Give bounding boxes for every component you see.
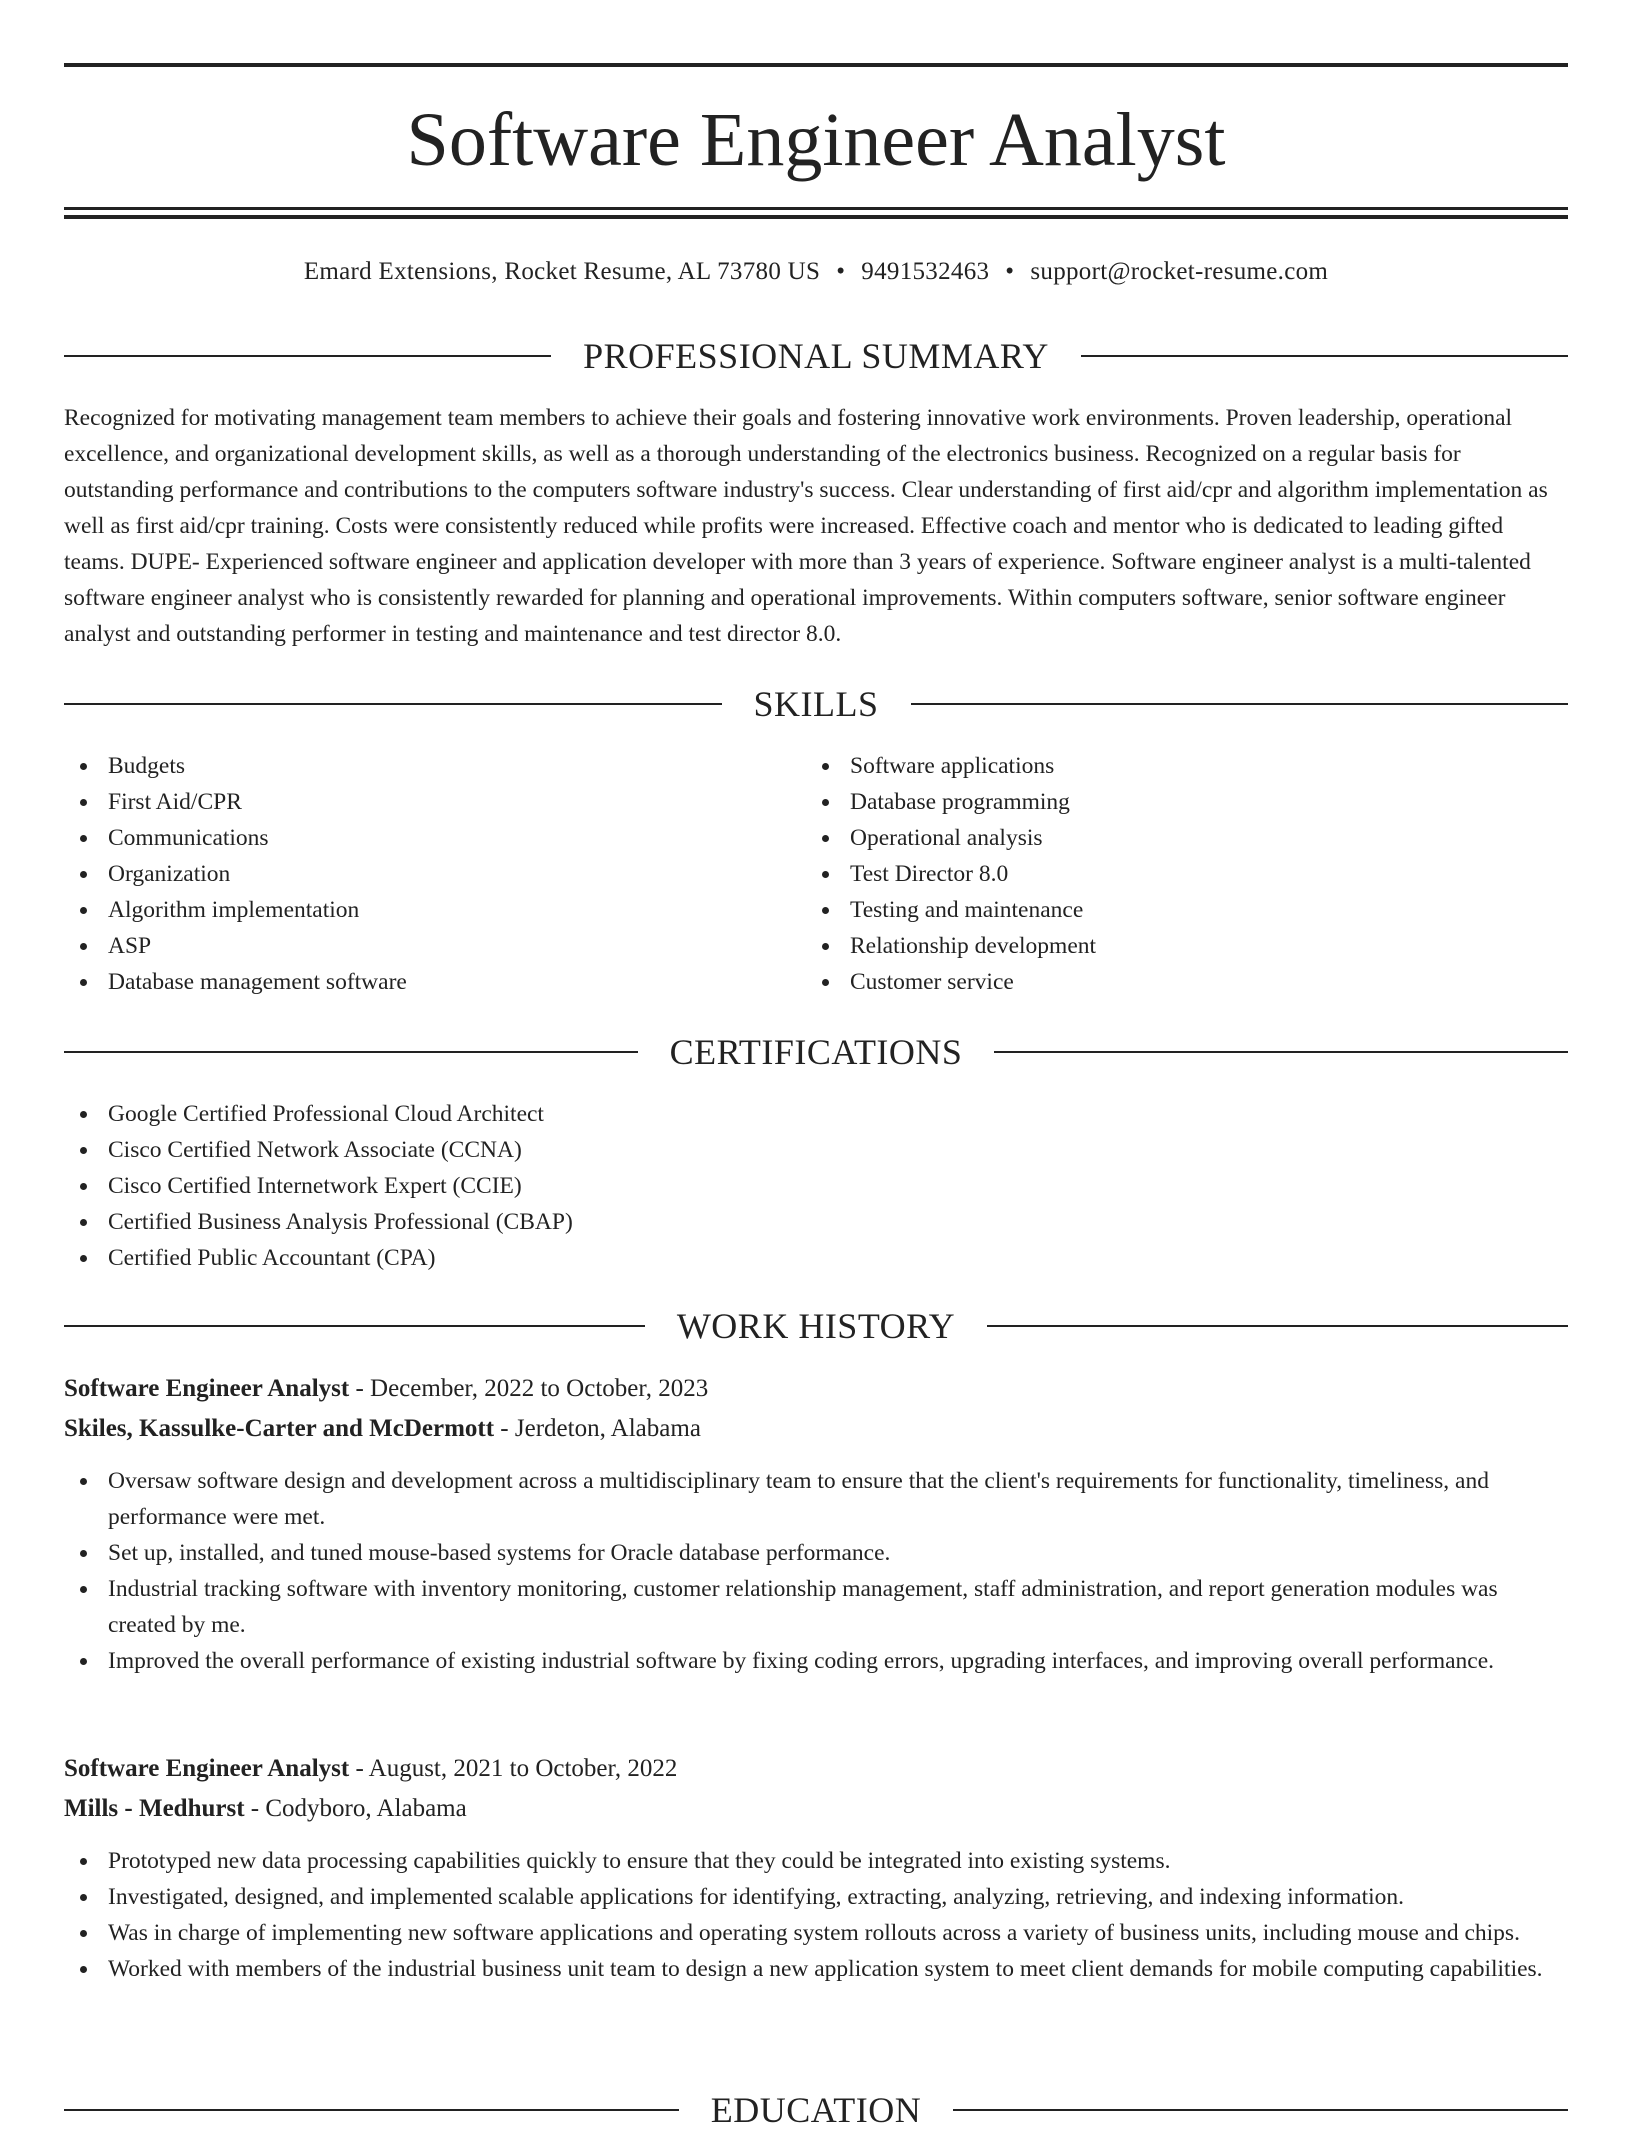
section-title-certifications: CERTIFICATIONS: [669, 1032, 963, 1072]
job-title-line: [64, 1369, 1568, 1409]
job-location: - Jerdeton, Alabama: [494, 1415, 701, 1442]
section-rule-right: [911, 703, 1569, 705]
skills-list-left: [64, 748, 806, 1000]
section-header-education: [64, 2088, 1568, 2132]
title-rule-lower: [64, 215, 1568, 219]
section-rule-left: [64, 355, 551, 357]
skill-item: Software applications: [806, 748, 1568, 784]
skill-item: First Aid/CPR: [64, 784, 806, 820]
certifications-list: [64, 1096, 1568, 1276]
certification-item: Cisco Certified Network Associate (CCNA): [64, 1132, 1568, 1168]
certification-item: Cisco Certified Internetwork Expert (CCIE): [64, 1168, 1568, 1204]
skill-item: Algorithm implementation: [64, 892, 806, 928]
section-header-skills: [64, 682, 1568, 726]
responsibility-item: Set up, installed, and tuned mouse-based systems for Oracle database performance.: [64, 1535, 1568, 1571]
section-rule-right: [1081, 355, 1568, 357]
section-header-work-history: [64, 1304, 1568, 1348]
job-title: Software Engineer Analyst: [64, 1375, 350, 1402]
job-dates: - August, 2021 to October, 2022: [349, 1755, 678, 1782]
skill-item: Testing and maintenance: [806, 892, 1568, 928]
resume-title: Software Engineer Analyst: [406, 98, 1226, 182]
job-title: Software Engineer Analyst: [64, 1755, 350, 1782]
job-company: Skiles, Kassulke-Carter and McDermott: [64, 1415, 495, 1442]
skill-item: Test Director 8.0: [806, 856, 1568, 892]
responsibility-item: Industrial tracking software with inventory monitoring, customer relationship management, staff administration, and report generation modules was created by me.: [64, 1571, 1568, 1643]
responsibility-item: Prototyped new data processing capabilities quickly to ensure that they could be integrated into existing systems.: [64, 1843, 1568, 1879]
contact-line: [64, 254, 1568, 290]
contact-separator: •: [1005, 258, 1015, 285]
skill-item: Operational analysis: [806, 820, 1568, 856]
skill-item: Organization: [64, 856, 806, 892]
skill-item: Customer service: [806, 964, 1568, 1000]
job-company-line: [64, 1789, 1568, 1829]
job-company: Mills - Medhurst: [64, 1795, 245, 1822]
section-header-certifications: [64, 1030, 1568, 1074]
responsibility-item: Investigated, designed, and implemented scalable applications for identifying, extracting, analyzing, retrieving, and indexing information.: [64, 1879, 1568, 1915]
skill-item: Budgets: [64, 748, 806, 784]
skill-item: Database programming: [806, 784, 1568, 820]
section-title-skills: SKILLS: [753, 684, 879, 724]
skill-item: Relationship development: [806, 928, 1568, 964]
section-rule-right: [987, 1325, 1568, 1327]
contact-separator: •: [836, 258, 846, 285]
responsibility-item: Worked with members of the industrial business unit team to design a new application system to meet client demands for mobile computing capabilities.: [64, 1951, 1568, 1987]
section-title-summary: PROFESSIONAL SUMMARY: [583, 336, 1049, 376]
top-rule: [64, 63, 1568, 67]
section-rule-right: [953, 2109, 1568, 2111]
title-rule-upper: [64, 207, 1568, 210]
section-rule-left: [64, 1051, 638, 1053]
contact-phone: 9491532463: [861, 258, 990, 285]
certification-item: Google Certified Professional Cloud Architect: [64, 1096, 1568, 1132]
job-location: - Codyboro, Alabama: [244, 1795, 467, 1822]
job-responsibilities: [64, 1463, 1568, 1679]
job-title-line: [64, 1749, 1568, 1789]
contact-address: Emard Extensions, Rocket Resume, AL 73780 US: [303, 258, 821, 285]
certification-item: Certified Business Analysis Professional (CBAP): [64, 1204, 1568, 1240]
section-header-summary: [64, 334, 1568, 378]
job-dates: - December, 2022 to October, 2023: [349, 1375, 709, 1402]
responsibility-item: Improved the overall performance of existing industrial software by fixing coding errors, upgrading interfaces, and improving overall performance.: [64, 1643, 1568, 1679]
certification-item: Certified Public Accountant (CPA): [64, 1240, 1568, 1276]
section-title-work-history: WORK HISTORY: [676, 1306, 956, 1346]
section-rule-left: [64, 2109, 679, 2111]
contact-email: support@rocket-resume.com: [1030, 258, 1329, 285]
job-responsibilities: [64, 1843, 1568, 1987]
section-rule-right: [994, 1051, 1568, 1053]
responsibility-item: Oversaw software design and development across a multidisciplinary team to ensure that the client's requirements for functionality, timeliness, and performance were met.: [64, 1463, 1568, 1535]
skills-list-right: [806, 748, 1568, 1000]
section-title-education: EDUCATION: [710, 2090, 922, 2130]
section-rule-left: [64, 1325, 645, 1327]
skill-item: Database management software: [64, 964, 806, 1000]
summary-paragraph: Recognized for motivating management team members to achieve their goals and fostering innovative work environments. Proven leadership, operational excellence, and organizational development skills, as well as a thorough understanding of the electronics business. Recognized on a regular basis for outstanding performance and contributions to the computers software industry's success. Clear understanding of first aid/cpr and algorithm implementation as well as first aid/cpr training. Costs were consistently reduced while profits were increased. Effective coach and mentor who is dedicated to leading gifted teams. DUPE- Experienced software engineer and application developer with more than 3 years of experience. Software engineer analyst is a multi-talented software engineer analyst who is consistently rewarded for planning and operational improvements. Within computers software, senior software engineer analyst and outstanding performer in testing and maintenance and test director 8.0.: [64, 405, 1548, 647]
responsibility-item: Was in charge of implementing new software applications and operating system rollouts across a variety of business units, including mouse and chips.: [64, 1915, 1568, 1951]
skill-item: Communications: [64, 820, 806, 856]
job-company-line: [64, 1409, 1568, 1449]
section-rule-left: [64, 703, 722, 705]
skill-item: ASP: [64, 928, 806, 964]
